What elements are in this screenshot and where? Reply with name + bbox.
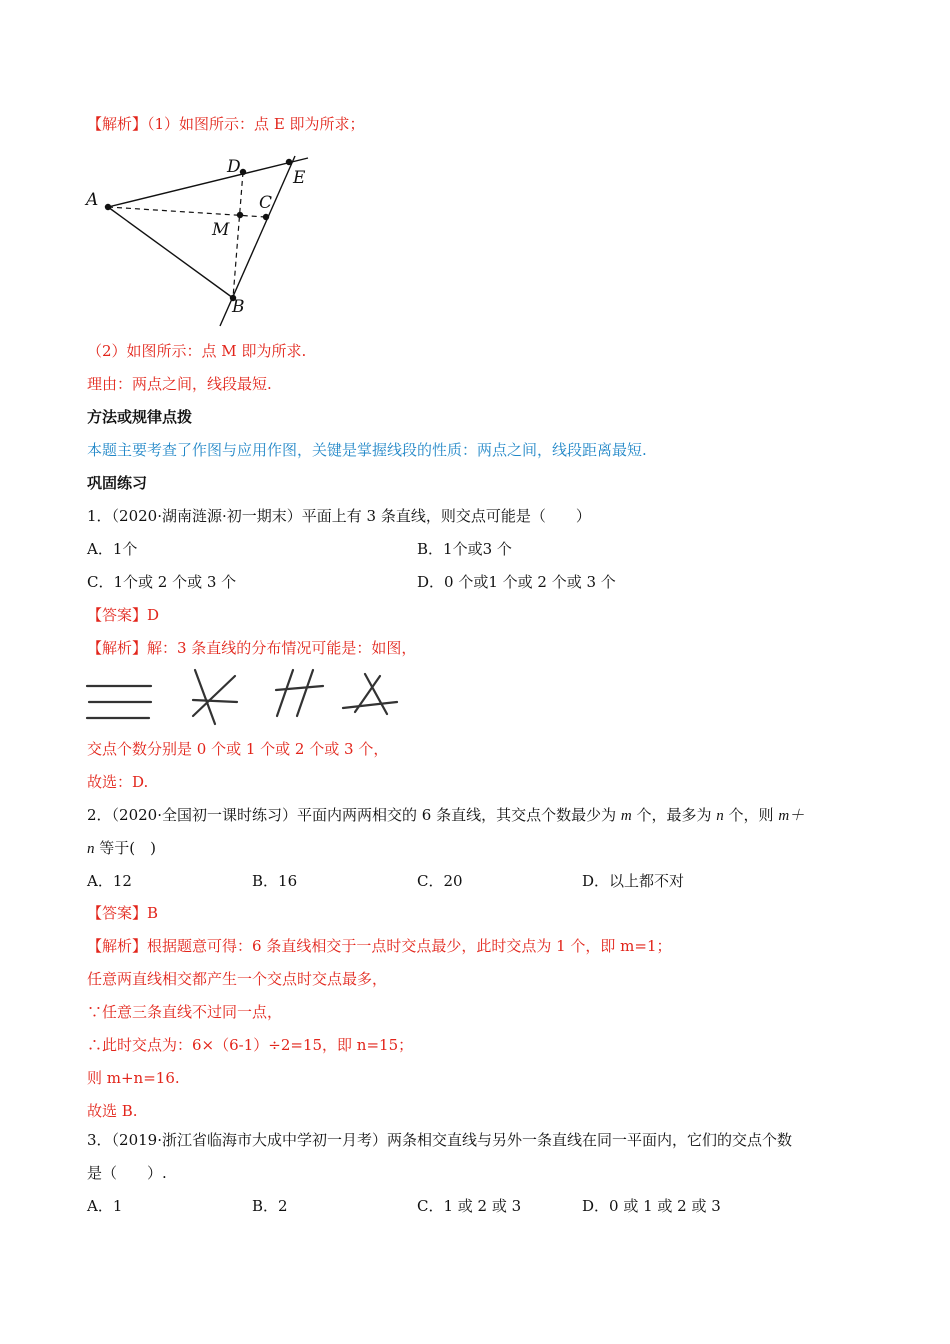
- method-text: 本题主要考查了作图与应用作图，关键是掌握线段的性质：两点之间，线段距离最短.: [87, 441, 647, 459]
- q2-analysis-6: 故选 B.: [87, 1102, 138, 1120]
- q1-answer-value: D: [147, 606, 160, 624]
- label-d: D: [227, 157, 241, 177]
- q2-option-d: D．以上都不对: [582, 872, 685, 890]
- line-ae: [108, 158, 308, 207]
- q2-stem: [87, 805, 804, 826]
- arrangement-two-parallel: [276, 670, 323, 716]
- q1-option-a: A．1个: [87, 540, 138, 558]
- q1-option-b: B．1个或3 个: [417, 540, 512, 558]
- label-b: B: [232, 297, 245, 317]
- q2-stem2-var: n: [87, 841, 95, 857]
- construction-figure: [80, 150, 320, 330]
- q1-analysis-3: 故选：D.: [87, 773, 149, 791]
- q2-answer: [87, 903, 158, 923]
- q3-stem-line2: 是（ ）.: [87, 1164, 167, 1182]
- solution-part1: [87, 114, 365, 134]
- q2-option-b: B．16: [252, 872, 298, 890]
- solution-part1-text: （1）如图所示：点 E 即为所求；: [147, 115, 365, 133]
- label-a: A: [86, 190, 99, 210]
- point-c: [263, 214, 269, 220]
- dashed-db: [233, 172, 243, 298]
- practice-heading: 巩固练习: [87, 474, 148, 492]
- q2-stem-part-b: 个，最多为: [631, 806, 712, 824]
- q1-option-d: D．0 个或1 个或 2 个或 3 个: [417, 573, 616, 591]
- q3-option-c: C．1 或 2 或 3: [417, 1197, 522, 1215]
- solution-tag: 【解析】: [87, 115, 148, 133]
- q2-option-c: C．20: [417, 872, 463, 890]
- q1-analysis-2: 交点个数分别是 0 个或 1 个或 2 个或 3 个，: [87, 740, 389, 758]
- q2-var-m: m: [620, 808, 632, 824]
- q2-stem2-text: 等于( ): [94, 839, 156, 857]
- point-m: [237, 212, 243, 218]
- solution-reason: 理由：两点之间，线段最短.: [87, 375, 272, 393]
- q3-option-b: B．2: [252, 1197, 288, 1215]
- q3-stem: 3．（2019·浙江省临海市大成中学初一月考）两条相交直线与另外一条直线在同一平面内，它们的交点个数: [87, 1131, 792, 1149]
- arrangement-parallel: [87, 686, 151, 718]
- q1-analysis-1: 【解析】解：3 条直线的分布情况可能是：如图，: [87, 639, 417, 657]
- q2-analysis-4: ∴此时交点为：6×（6-1）÷2=15，即 n=15；: [87, 1036, 414, 1054]
- q2-stem-end: m＋: [778, 808, 805, 824]
- q2-analysis-3: ∵任意三条直线不过同一点，: [87, 1003, 283, 1021]
- q2-answer-tag: 【答案】: [87, 904, 148, 922]
- q2-var-n: n: [716, 808, 724, 824]
- q1-answer: [87, 605, 159, 625]
- q1-option-c: C．1个或 2 个或 3 个: [87, 573, 237, 591]
- q2-analysis-2: 任意两直线相交都产生一个交点时交点最多，: [87, 970, 388, 988]
- q3-option-a: A．1: [87, 1197, 123, 1215]
- q1-stem: 1．（2020·湖南涟源·初一期末）平面上有 3 条直线，则交点可能是（ ）: [87, 507, 591, 525]
- q2-stem-part-c: 个，则: [723, 806, 774, 824]
- q2-analysis-1: 【解析】根据题意可得：6 条直线相交于一点时交点最少，此时交点为 1 个，即 m=1；: [87, 937, 672, 955]
- q2-stem-line2: [87, 838, 156, 859]
- point-e: [286, 159, 292, 165]
- solution-part2: （2）如图所示：点 M 即为所求.: [87, 342, 307, 360]
- label-c: C: [259, 193, 273, 213]
- arrangement-concurrent: [193, 670, 237, 724]
- point-a: [105, 204, 111, 210]
- label-e: E: [293, 168, 306, 188]
- point-d: [240, 169, 246, 175]
- label-m: M: [212, 220, 230, 240]
- q1-answer-tag: 【答案】: [87, 606, 148, 624]
- arrangement-triangle: [343, 674, 397, 714]
- q2-answer-value: B: [147, 904, 159, 922]
- method-heading: 方法或规律点拨: [87, 408, 193, 426]
- q3-option-d: D．0 或 1 或 2 或 3: [582, 1197, 721, 1215]
- q2-analysis-5: 则 m+n=16.: [87, 1069, 180, 1087]
- q2-option-a: A．12: [87, 872, 132, 890]
- q2-stem-part-a: 2．（2020·全国初一课时练习）平面内两两相交的 6 条直线，其交点个数最少为: [87, 806, 617, 824]
- line-arrangements-figure: [85, 668, 405, 728]
